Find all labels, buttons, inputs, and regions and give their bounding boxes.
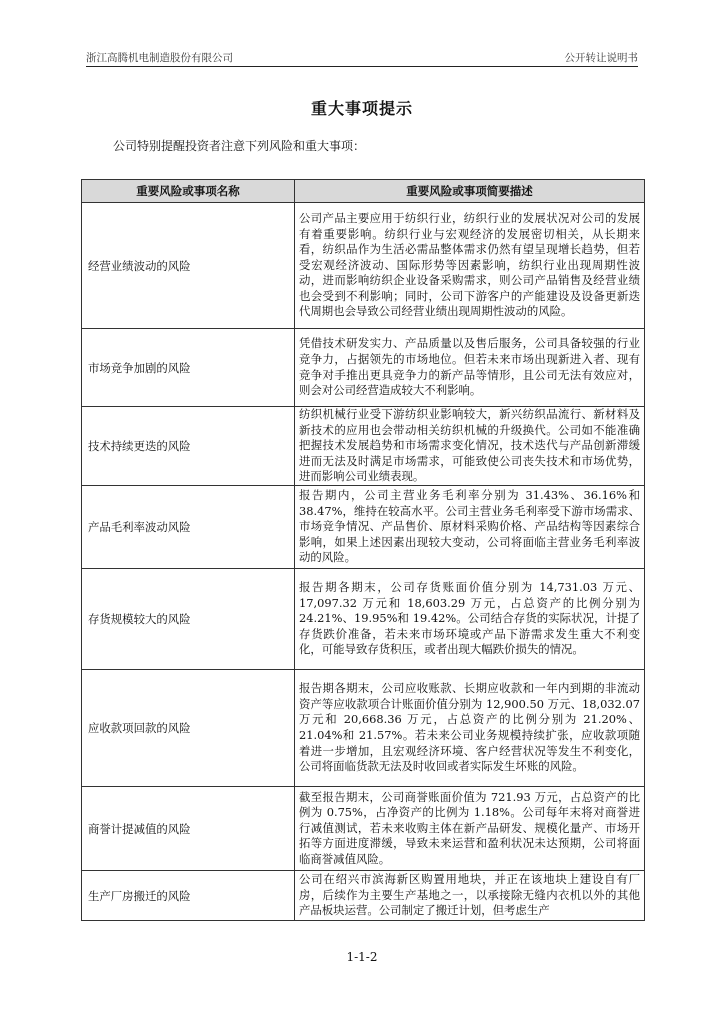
page-number: 1-1-2: [346, 950, 378, 964]
column-header-name: 重要风险或事项名称: [82, 180, 295, 203]
risk-name: 产品毛利率波动风险: [82, 486, 295, 569]
risk-description: 报告期各期末，公司存货账面价值分别为 14,731.03 万元、17,097.32 万元和 18,603.29 万元，占总资产的比例分别为 24.21%、19.95%和 19.42%。公司结合存货的实际状况，计提了存货跌价准备，若未来市场环境或产品下游需求发生重大不利变化，可能导致存货积压，或者出现大幅跌价损失的情况。: [295, 569, 645, 670]
header-document-type: 公开转让说明书: [564, 52, 638, 64]
table-row: [82, 670, 645, 787]
risk-description: 报告期内，公司主营业务毛利率分别为 31.43%、36.16%和 38.47%，维持在较高水平。公司主营业务毛利率受下游市场需求、市场竞争情况、产品售价、原材料采购价格、产品结构等因素综合影响，如果上述因素出现较大变动，公司将面临主营业务毛利率波动的风险。: [295, 486, 645, 569]
column-header-description: 重要风险或事项简要描述: [295, 180, 645, 203]
table-row: [82, 486, 645, 569]
table-row: [82, 569, 645, 670]
header-company-name: 浙江高腾机电制造股份有限公司: [86, 52, 233, 64]
table-row: [82, 407, 645, 486]
risk-name: 存货规模较大的风险: [82, 569, 295, 670]
table-row: [82, 329, 645, 407]
risk-name: 商誉计提减值的风险: [82, 787, 295, 871]
risk-description: 报告期各期末，公司应收账款、长期应收款和一年内到期的非流动资产等应收款项合计账面价值分别为 12,900.50 万元、18,032.07 万元和 20,668.36 万元，占总资产的比例分别为 21.20%、21.04%和 21.57%。若未来公司业务规模持续扩张，应收款项随着进一步增加，且宏观经济环境、客户经营状况等发生不利变化，公司将面临货款无法及时收回或者实际发生坏账的风险。: [295, 670, 645, 787]
page-title: 重大事项提示: [310, 99, 413, 118]
table-header-row: [82, 180, 645, 203]
page-header: [86, 50, 638, 66]
risk-name: 市场竞争加剧的风险: [82, 329, 295, 407]
risk-description: 公司在绍兴市滨海新区购置用地块，并正在该地块上建设自有厂房，后续作为主要生产基地之一，以承接除无缝内衣机以外的其他产品板块运营。公司制定了搬迁计划，但考虑生产: [295, 871, 645, 921]
risk-name: 生产厂房搬迁的风险: [82, 871, 295, 921]
table-row: [82, 203, 645, 329]
risk-description: 纺织机械行业受下游纺织业影响较大，新兴纺织品流行、新材料及新技术的应用也会带动相关纺织机械的升级换代。公司如不能准确把握技术发展趋势和市场需求变化情况，技术迭代与产品创新滞缓进而无法及时满足市场需求，可能致使公司丧失技术和市场优势，进而影响公司业绩表现。: [295, 407, 645, 486]
risk-name: 经营业绩波动的风险: [82, 203, 295, 329]
table-row: [82, 871, 645, 921]
risk-table: [81, 179, 645, 921]
intro-paragraph: 公司特别提醒投资者注意下列风险和重大事项：: [113, 139, 366, 153]
table-row: [82, 787, 645, 871]
risk-description: 截至报告期末，公司商誉账面价值为 721.93 万元，占总资产的比例为 0.75%，占净资产的比例为 1.18%。公司每年末将对商誉进行减值测试，若未来收购主体在新产品研发、规模化量产、市场开拓等方面进度滞缓，导致未来运营和盈利状况未达预期，公司将面临商誉减值风险。: [295, 787, 645, 871]
risk-description: 凭借技术研发实力、产品质量以及售后服务，公司具备较强的行业竞争力，占据领先的市场地位。但若未来市场出现新进入者、现有竞争对手推出更具竞争力的新产品等情形，且公司无法有效应对，则会对公司经营造成较大不利影响。: [295, 329, 645, 407]
risk-name: 应收款项回款的风险: [82, 670, 295, 787]
header-divider: [86, 66, 638, 67]
risk-description: 公司产品主要应用于纺织行业，纺织行业的发展状况对公司的发展有着重要影响。纺织行业与宏观经济的发展密切相关，从长期来看，纺织品作为生活必需品整体需求仍然有望呈现增长趋势，但若受宏观经济波动、国际形势等因素影响，纺织行业出现周期性波动，进而影响纺织企业设备采购需求，则公司产品销售及经营业绩也会受到不利影响；同时，公司下游客户的产能建设及设备更新迭代周期也会导致公司经营业绩出现周期性波动的风险。: [295, 203, 645, 329]
risk-name: 技术持续更迭的风险: [82, 407, 295, 486]
